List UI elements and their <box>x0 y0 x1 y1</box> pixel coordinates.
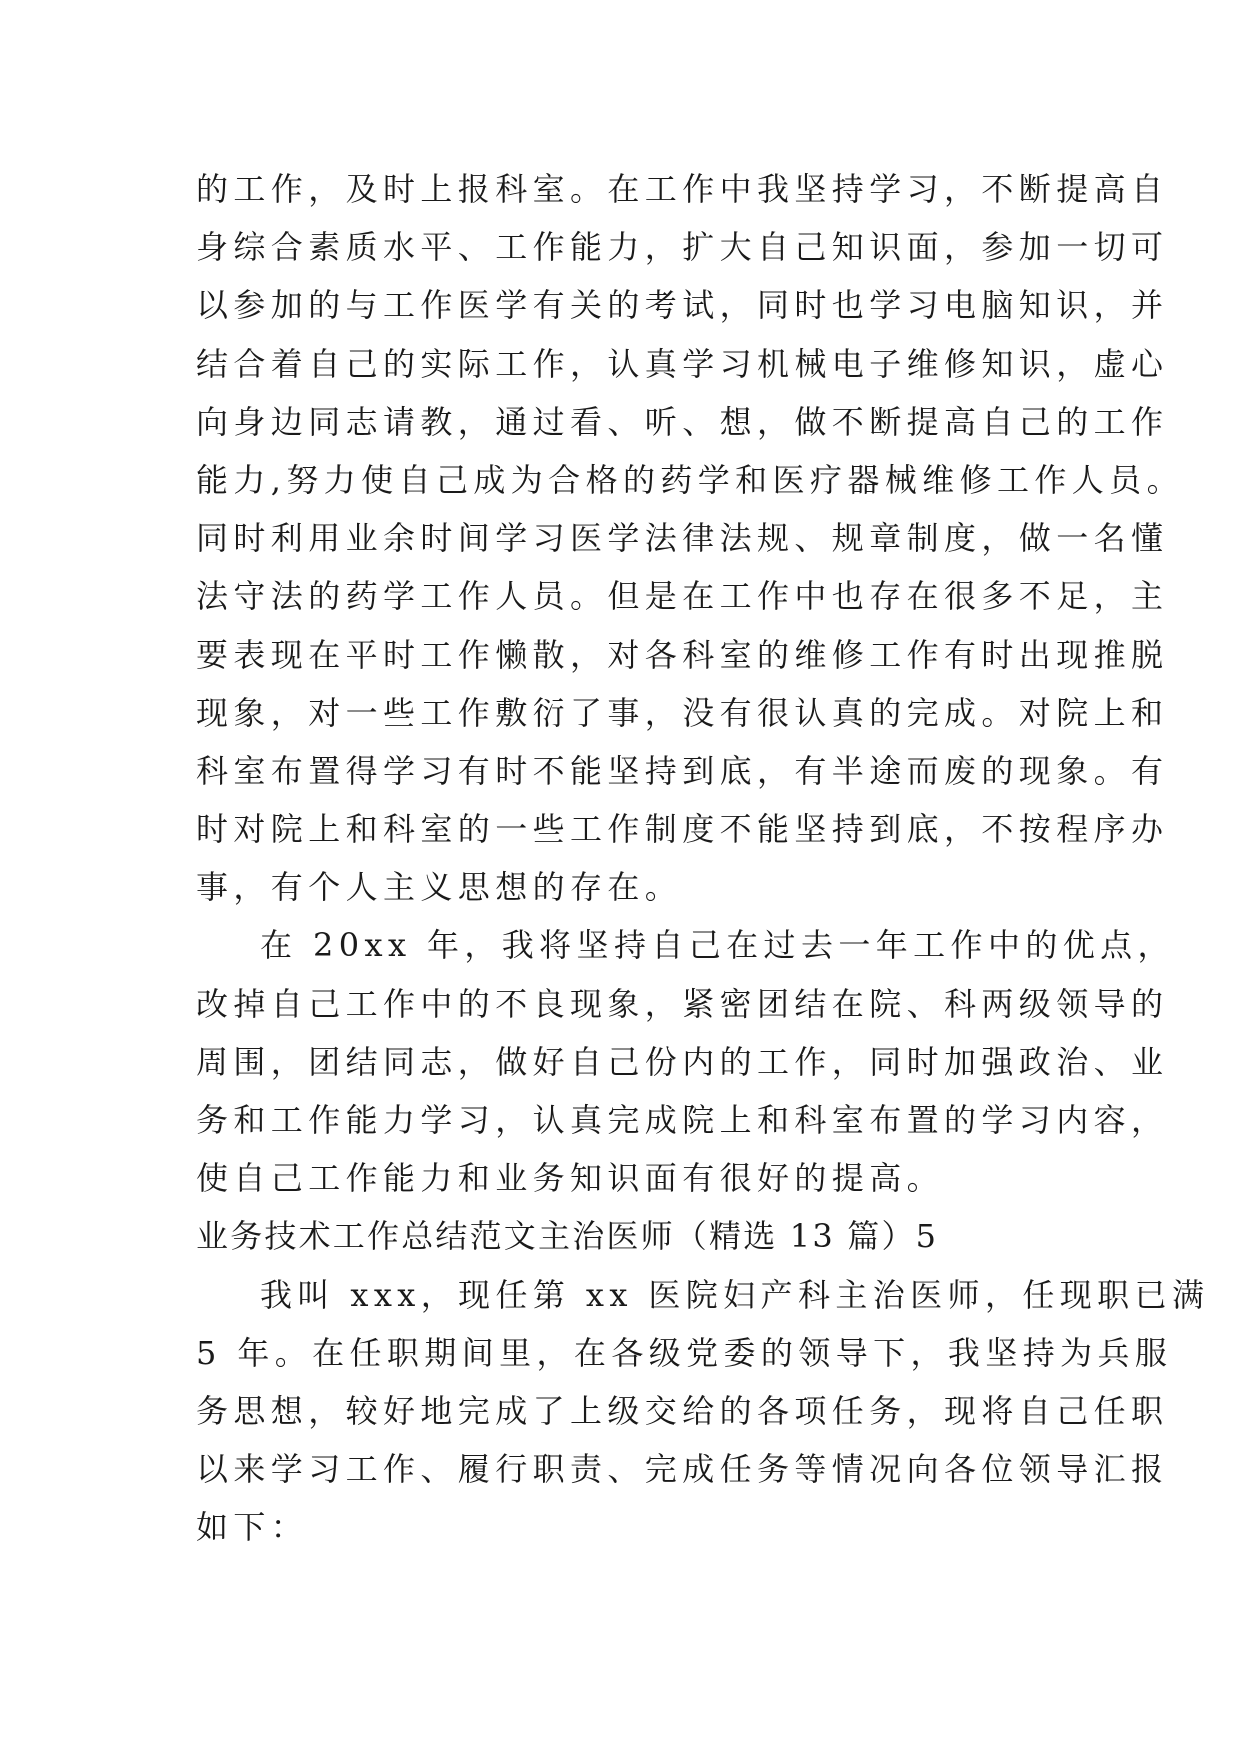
text-line: 务和工作能力学习，认真完成院上和科室布置的学习内容， <box>196 1101 1169 1139</box>
text-line: 如下： <box>196 1508 309 1547</box>
text-line: 同时利用业余时间学习医学法律法规、规章制度，做一名懂 <box>196 519 1169 558</box>
text-line: 的工作，及时上报科室。在工作中我坚持学习，不断提高自 <box>196 170 1169 208</box>
text-line: 改掉自己工作中的不良现象，紧密团结在院、科两级领导的 <box>196 984 1169 1023</box>
text-line: 周围，团结同志，做好自己份内的工作，同时加强政治、业 <box>196 1042 1169 1081</box>
section-heading: 业务技术工作总结范文主治医师（精选 13 篇）5 <box>196 1217 939 1256</box>
text-line: 时对院上和科室的一些工作制度不能坚持到底，不按程序办 <box>196 810 1169 849</box>
text-line: 以来学习工作、履行职责、完成任务等情况向各位领导汇报 <box>196 1450 1169 1489</box>
paragraph-first-line: 我叫 xxx，现任第 xx 医院妇产科主治医师，任现职已满 <box>260 1275 1210 1314</box>
text-line: 科室布置得学习有时不能坚持到底，有半途而废的现象。有 <box>196 751 1169 790</box>
text-line: 5 年。在任职期间里，在各级党委的领导下，我坚持为兵服 <box>196 1333 1173 1372</box>
text-line: 以参加的与工作医学有关的考试，同时也学习电脑知识，并 <box>196 286 1169 325</box>
text-line: 向身边同志请教，通过看、听、想，做不断提高自己的工作 <box>196 402 1169 441</box>
text-line: 务思想，较好地完成了上级交给的各项任务，现将自己任职 <box>196 1391 1169 1430</box>
text-line: 法守法的药学工作人员。但是在工作中也存在很多不足，主 <box>196 577 1169 616</box>
text-line: 要表现在平时工作懒散，对各科室的维修工作有时出现推脱 <box>196 635 1169 674</box>
document-body <box>196 160 1210 1557</box>
text-line: 使自己工作能力和业务知识面有很好的提高。 <box>196 1159 945 1198</box>
text-line: 现象，对一些工作敷衍了事，没有很认真的完成。对院上和 <box>196 693 1169 732</box>
text-line: 事，有个人主义思想的存在。 <box>196 868 683 907</box>
text-line: 能力,努力使自己成为合格的药学和医疗器械维修工作人员。 <box>196 460 1184 499</box>
paragraph-first-line: 在 20xx 年，我将坚持自己在过去一年工作中的优点， <box>260 926 1175 965</box>
text-line: 身综合素质水平、工作能力，扩大自己知识面，参加一切可 <box>196 228 1169 267</box>
text-line: 结合着自己的实际工作，认真学习机械电子维修知识，虚心 <box>196 344 1169 383</box>
